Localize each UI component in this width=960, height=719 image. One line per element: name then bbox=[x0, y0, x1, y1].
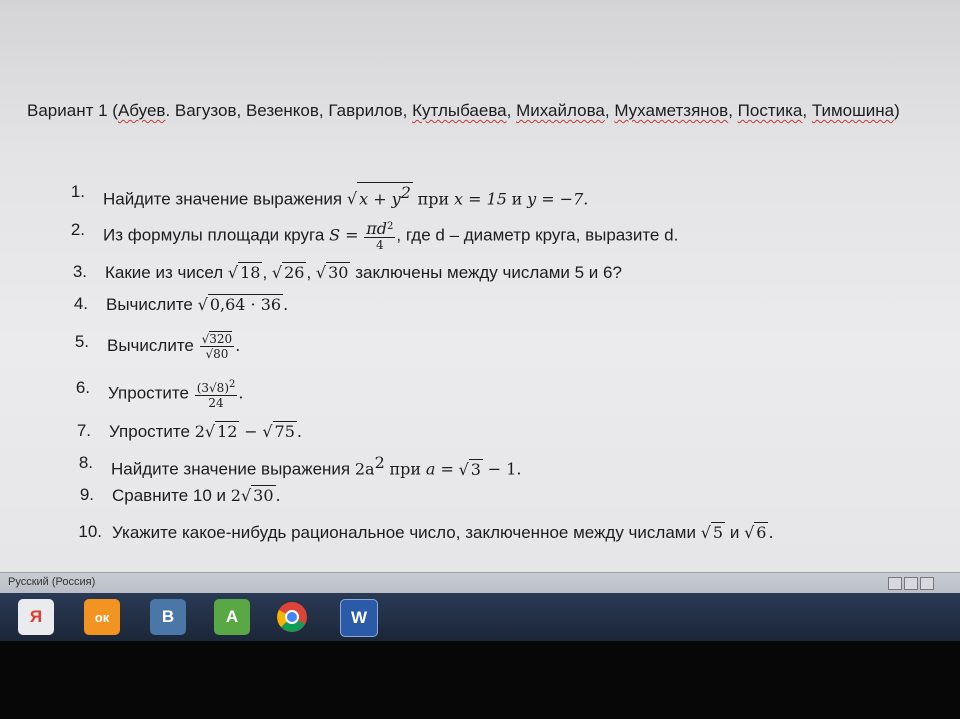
task-number: 1. bbox=[70, 182, 85, 201]
fraction: $\frac{\pi d^2}{4}$ bbox=[366, 219, 394, 252]
print-layout-icon[interactable] bbox=[888, 577, 902, 590]
task-text: Вычислите bbox=[107, 335, 194, 355]
task-number: 2. bbox=[70, 220, 85, 239]
task-text: Укажите какое-нибудь рациональное число, заключенное между числами bbox=[112, 523, 696, 542]
status-bar bbox=[0, 572, 960, 594]
radical: √ $x + y^2$ bbox=[346, 183, 411, 209]
vkontakte-icon[interactable]: B bbox=[150, 599, 186, 635]
task-7: 7. Упростите 2√ 12 − √ 75 . bbox=[0, 421, 960, 451]
task-text: Упростите bbox=[108, 383, 189, 403]
task-4: 4. Вычислите √ 0,64 · 36 . bbox=[0, 294, 960, 324]
name-3: Гаврилов bbox=[328, 101, 403, 120]
task-number: 7. bbox=[76, 421, 91, 440]
name-0: Абуев bbox=[117, 101, 166, 120]
task-number: 9. bbox=[79, 485, 94, 504]
task-2: 2. Из формулы площади круга S = $\frac{\pi d^2}{4}$ , где d – диаметр круга, выразите d. bbox=[0, 220, 960, 250]
name-4: Кутлыбаева bbox=[412, 101, 507, 120]
name-2: Везенков bbox=[245, 101, 319, 120]
task-number: 6. bbox=[75, 378, 90, 397]
name-7: Постика bbox=[737, 101, 803, 120]
variant-prefix: Вариант 1 ( bbox=[27, 101, 118, 120]
task-text: Упростите bbox=[109, 422, 190, 441]
task-number: 5. bbox=[74, 332, 89, 351]
task-1: 1. Найдите значение выражения √ $x + y^2$ при x = 15 и y = −7. bbox=[0, 182, 960, 212]
task-9: 9. Сравните 10 и 2√ 30 . bbox=[0, 485, 960, 515]
task-5: 5. Вычислите $\frac{√320}{√80}$ . bbox=[0, 332, 960, 362]
task-text: Сравните 10 и bbox=[112, 486, 227, 505]
variant-header: Вариант 1 (Абуев. Вагузов, Везенков, Гаврилов, Кутлыбаева, Михайлова, Мухаметзянов, Постика, Тимошина) bbox=[27, 101, 900, 120]
word-icon[interactable]: W bbox=[340, 599, 378, 637]
chrome-icon[interactable] bbox=[274, 599, 310, 635]
name-6: Мухаметзянов bbox=[614, 101, 729, 120]
fraction: $\frac{√320}{√80}$ bbox=[201, 332, 233, 361]
task-10: 10. Укажите какое-нибудь рациональное число, заключенное между числами √ 5 и √ 6 . bbox=[0, 522, 960, 552]
app-a-icon[interactable]: A bbox=[214, 599, 250, 635]
taskbar bbox=[0, 593, 960, 641]
task-text: Какие из чисел bbox=[105, 263, 224, 282]
task-text: Найдите значение выражения bbox=[103, 189, 343, 209]
task-text: Из формулы площади круга bbox=[103, 225, 325, 245]
task-text: Найдите значение выражения bbox=[111, 459, 351, 479]
task-text: Вычислите bbox=[106, 295, 193, 314]
full-screen-icon[interactable] bbox=[904, 577, 918, 590]
task-number: 8. bbox=[78, 453, 93, 472]
task-number: 3. bbox=[72, 262, 87, 281]
task-3: 3. Какие из чисел √ 18 , √ 26 , √ 30 заключены между числами 5 и 6? bbox=[0, 262, 960, 292]
task-6: 6. Упростите $\frac{(3√8)^2}{24}$ . bbox=[0, 378, 960, 408]
name-1: Вагузов bbox=[174, 101, 237, 120]
language-indicator[interactable]: Русский (Россия) bbox=[8, 576, 96, 588]
task-8: 8. Найдите значение выражения $2a^2$ при a = √ 3 − 1. bbox=[0, 453, 960, 483]
task-text-2: заключены между числами 5 и 6? bbox=[355, 263, 622, 282]
task-number: 10. bbox=[78, 522, 102, 541]
name-8: Тимошина bbox=[811, 101, 895, 120]
name-5: Михайлова bbox=[516, 101, 605, 120]
fraction: $\frac{(3√8)^2}{24}$ bbox=[196, 379, 236, 410]
task-text-2: , где d – диаметр круга, выразите d. bbox=[396, 225, 679, 245]
yandex-browser-icon[interactable]: Я bbox=[18, 599, 54, 635]
odnoklassniki-icon[interactable]: ок bbox=[84, 599, 120, 635]
task-number: 4. bbox=[73, 294, 88, 313]
screen-bezel bbox=[0, 641, 960, 719]
web-layout-icon[interactable] bbox=[920, 577, 934, 590]
